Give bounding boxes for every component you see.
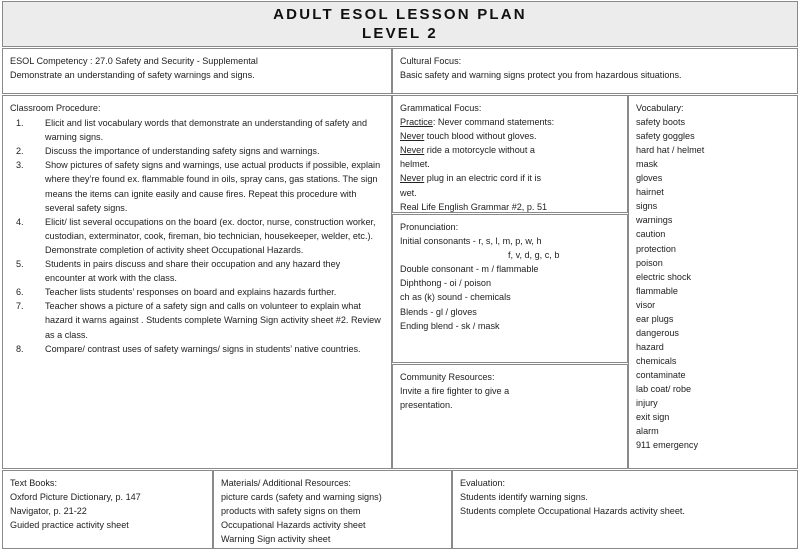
- pronunciation-line: Initial consonants - r, s, l, m, p, w, h: [400, 236, 542, 247]
- vocabulary-list: [636, 115, 791, 452]
- classroom-procedure-cell: [2, 95, 392, 469]
- list-item: hard hat / helmet: [636, 145, 705, 156]
- esol-competency-cell: [2, 48, 392, 94]
- classroom-procedure-label: Classroom Procedure:: [10, 103, 101, 113]
- grammar-example: [400, 186, 621, 200]
- community-resources-label: Community Resources:: [400, 372, 495, 382]
- procedure-item-text: Students in pairs discuss and share their occupation and any hazard they encounter at work with the class.: [45, 259, 341, 284]
- procedure-item-text: Elicit and list vocabulary words that demonstrate an understanding of safety and warning signs.: [45, 118, 368, 143]
- text-books-cell: [2, 470, 213, 549]
- grammar-example-keyword: Never: [400, 145, 425, 156]
- grammar-example-keyword: Never: [400, 173, 425, 184]
- list-item: injury: [636, 398, 658, 409]
- procedure-item-text: Compare/ contrast uses of safety warnings/ signs in students’ native countries.: [45, 343, 361, 354]
- grammatical-focus-cell: [392, 95, 628, 213]
- list-item: caution: [636, 229, 666, 240]
- list-item: [10, 257, 385, 285]
- procedure-item-number: 6.: [16, 287, 24, 298]
- grammar-example: [400, 143, 621, 157]
- list-item: warnings: [636, 215, 673, 226]
- list-item: protection: [636, 243, 676, 254]
- grammar-reference: Real Life English Grammar #2, p. 51: [400, 201, 548, 212]
- list-item: dangerous: [636, 327, 679, 338]
- list-item: gloves: [636, 173, 663, 184]
- list-item: Occupational Hazards activity sheet: [221, 520, 366, 531]
- procedure-item-text: Teacher lists students’ responses on board and explains hazards further.: [45, 287, 337, 298]
- esol-competency-label: ESOL Competency : 27.0 Safety and Security - Supplemental: [10, 56, 258, 66]
- list-item: Navigator, p. 21-22: [10, 506, 87, 517]
- community-resources-cell: [392, 364, 628, 469]
- vocabulary-label: Vocabulary:: [636, 103, 684, 113]
- list-item: poison: [636, 257, 663, 268]
- list-item: Oxford Picture Dictionary, p. 147: [10, 492, 141, 503]
- text-books-label: Text Books:: [10, 478, 58, 488]
- list-item: Warning Sign activity sheet: [221, 534, 331, 545]
- list-item: [10, 158, 385, 214]
- pronunciation-continuation: f, v, d, g, c, b: [508, 250, 560, 261]
- list-item: alarm: [636, 426, 659, 437]
- grammar-example-rest: plug in an electric cord if it is: [424, 173, 542, 184]
- list-item: visor: [636, 299, 656, 310]
- grammar-practice-label: Practice: [400, 117, 433, 128]
- cultural-focus-text: Basic safety and warning signs protect you from hazardous situations.: [400, 70, 682, 81]
- list-item: products with safety signs on them: [221, 506, 361, 517]
- pronunciation-line: Double consonant - m / flammable: [400, 264, 539, 275]
- grammar-example-rest: wet.: [400, 187, 417, 198]
- pronunciation-line: Ending blend - sk / mask: [400, 320, 500, 331]
- vocabulary-cell: [628, 95, 798, 469]
- evaluation-label: Evaluation:: [460, 478, 505, 488]
- procedure-item-number: 3.: [16, 160, 24, 171]
- procedure-item-number: 1.: [16, 118, 24, 129]
- document-title-banner: [2, 1, 798, 47]
- grammar-example-rest: ride a motorcycle without a: [424, 145, 535, 156]
- list-item: exit sign: [636, 412, 670, 423]
- procedure-item-text: Teacher shows a picture of a safety sign and calls on volunteer to explain what hazard it warns against . Students complete Warning Sign activity sheet #2. Review as a class.: [45, 301, 381, 340]
- list-item: [10, 285, 385, 299]
- grammar-example: [400, 157, 621, 171]
- document-level: LEVEL 2: [362, 25, 438, 42]
- community-resources-line: Invite a fire fighter to give a: [400, 386, 510, 397]
- grammar-example: [400, 171, 621, 185]
- pronunciation-line: ch as (k) sound - chemicals: [400, 292, 511, 303]
- list-item: chemicals: [636, 355, 677, 366]
- list-item: [10, 299, 385, 341]
- list-item: hairnet: [636, 187, 664, 198]
- cultural-focus-cell: [392, 48, 798, 94]
- list-item: safety boots: [636, 117, 686, 128]
- materials-resources-cell: [213, 470, 452, 549]
- procedure-item-number: 4.: [16, 216, 24, 227]
- document-title: ADULT ESOL LESSON PLAN: [273, 6, 527, 23]
- list-item: [10, 342, 385, 356]
- pronunciation-line: Blends - gl / gloves: [400, 306, 477, 317]
- list-item: mask: [636, 159, 658, 170]
- grammar-example: [400, 129, 621, 143]
- list-item: ear plugs: [636, 313, 674, 324]
- list-item: safety goggles: [636, 131, 695, 142]
- list-item: signs: [636, 201, 658, 212]
- pronunciation-line: Diphthong - oi / poison: [400, 278, 491, 289]
- list-item: hazard: [636, 341, 664, 352]
- list-item: flammable: [636, 285, 678, 296]
- list-item: electric shock: [636, 271, 692, 282]
- procedure-item-text: Show pictures of safety signs and warnings, use actual products if possible, explain where they’re found ex. flammable found in oils, spray cans, gas stations. The sign means the items can ignite easily and cause fires. Repeat this procedure with several safety signs.: [45, 160, 381, 213]
- procedure-item-text: Elicit/ list several occupations on the board (ex. doctor, nurse, construction worker, custodian, exterminator, cook, fireman, bio technician, housekeeper, welder, etc.). Demonstrate completion of activity sheet Occupational Hazards.: [45, 216, 376, 255]
- list-item: [10, 144, 385, 158]
- cultural-focus-label: Cultural Focus:: [400, 56, 462, 66]
- list-item: lab coat/ robe: [636, 383, 692, 394]
- esol-competency-objective: Demonstrate an understanding of safety warnings and signs.: [10, 70, 255, 81]
- grammar-practice-rest: : Never command statements:: [432, 117, 555, 128]
- procedure-item-text: Discuss the importance of understanding safety signs and warnings.: [45, 146, 320, 157]
- procedure-item-number: 2.: [16, 146, 24, 157]
- grammar-example-keyword: Never: [400, 131, 425, 142]
- list-item: picture cards (safety and warning signs): [221, 492, 382, 503]
- list-item: Guided practice activity sheet: [10, 520, 129, 531]
- grammar-example-rest: helmet.: [400, 159, 430, 170]
- classroom-procedure-list: [10, 116, 385, 356]
- pronunciation-label: Pronunciation:: [400, 222, 459, 232]
- list-item: contaminate: [636, 369, 686, 380]
- procedure-item-number: 5.: [16, 259, 24, 270]
- list-item: [10, 116, 385, 144]
- list-item: 911 emergency: [636, 440, 699, 451]
- community-resources-line: presentation.: [400, 400, 453, 411]
- list-item: Students identify warning signs.: [460, 492, 588, 503]
- grammar-practice-line: [400, 115, 621, 129]
- materials-resources-label: Materials/ Additional Resources:: [221, 478, 351, 488]
- evaluation-cell: [452, 470, 798, 549]
- grammar-example-rest: touch blood without gloves.: [424, 131, 537, 142]
- procedure-item-number: 8.: [16, 343, 24, 354]
- procedure-item-number: 7.: [16, 301, 24, 312]
- grammatical-focus-label: Grammatical Focus:: [400, 103, 482, 113]
- list-item: [10, 215, 385, 257]
- list-item: Students complete Occupational Hazards activity sheet.: [460, 506, 685, 517]
- pronunciation-cell: [392, 214, 628, 363]
